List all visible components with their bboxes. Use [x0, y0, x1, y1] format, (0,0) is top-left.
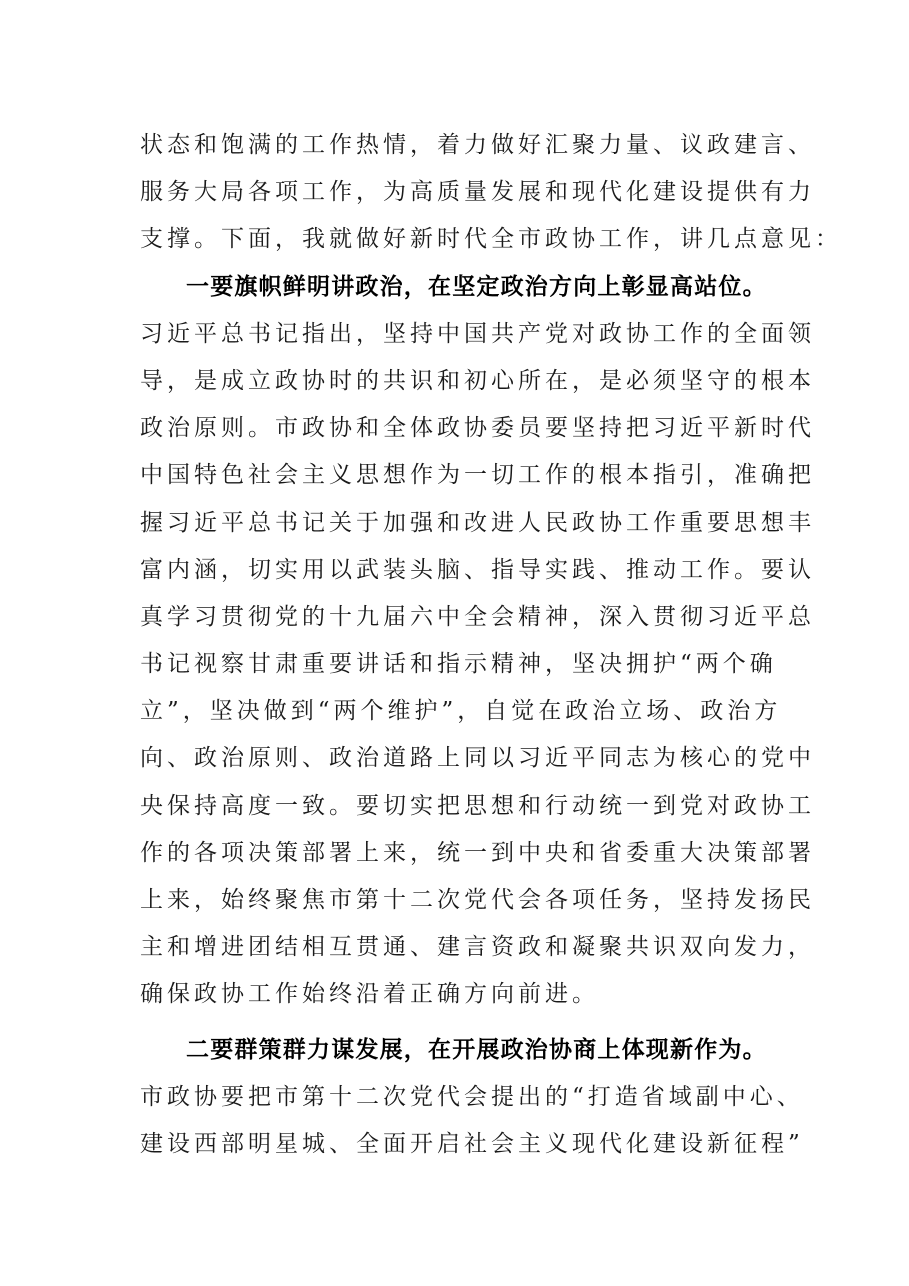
- body-line: 习近平总书记指出，坚持中国共产党对政协工作的全面领: [140, 320, 815, 347]
- body-line: 主和增进团结相互贯通、建言资政和凝聚共识双向发力，: [140, 934, 815, 961]
- section-heading-2: 二要群策群力谋发展，在开展政治协商上体现新作为。: [186, 1036, 767, 1063]
- body-line: 建设西部明星城、全面开启社会主义现代化建设新征程”: [140, 1130, 804, 1157]
- body-line: 中国特色社会主义思想作为一切工作的根本指引，准确把: [140, 462, 815, 489]
- body-line: 向、政治原则、政治道路上同以习近平同志为核心的党中: [140, 745, 815, 772]
- body-line: 政治原则。市政协和全体政协委员要坚持把习近平新时代: [140, 415, 815, 442]
- body-line: 状态和饱满的工作热情，着力做好汇聚力量、议政建言、: [140, 132, 815, 158]
- section-heading-1: 一要旗帜鲜明讲政治，在坚定政治方向上彰显高站位。: [186, 273, 767, 300]
- body-line: 市政协要把市第十二次党代会提出的“打造省域副中心、: [140, 1083, 804, 1110]
- body-line: 握习近平总书记关于加强和改进人民政协工作重要思想丰: [140, 509, 815, 536]
- body-line: 作的各项决策部署上来，统一到中央和省委重大决策部署: [140, 839, 815, 866]
- document-body: [140, 122, 842, 1168]
- body-line: 富内涵，切实用以武装头脑、指导实践、推动工作。要认: [140, 556, 815, 583]
- body-line: 服务大局各项工作，为高质量发展和现代化建设提供有力: [140, 179, 815, 206]
- body-line: 支撑。下面，我就做好新时代全市政协工作，讲几点意见：: [140, 226, 842, 253]
- body-line: 真学习贯彻党的十九届六中全会精神，深入贯彻习近平总: [140, 603, 815, 630]
- body-line: 确保政协工作始终沿着正确方向前进。: [140, 981, 599, 1008]
- body-line: 立”，坚决做到“两个维护”，自觉在政治立场、政治方: [140, 698, 782, 725]
- body-line: 导，是成立政协时的共识和初心所在，是必须坚守的根本: [140, 367, 815, 394]
- body-line: 央保持高度一致。要切实把思想和行动统一到党对政协工: [140, 792, 815, 819]
- body-line: 上来，始终聚焦市第十二次党代会各项任务，坚持发扬民: [140, 887, 815, 913]
- body-line: 书记视察甘肃重要讲话和指示精神，坚决拥护“两个确: [140, 651, 777, 678]
